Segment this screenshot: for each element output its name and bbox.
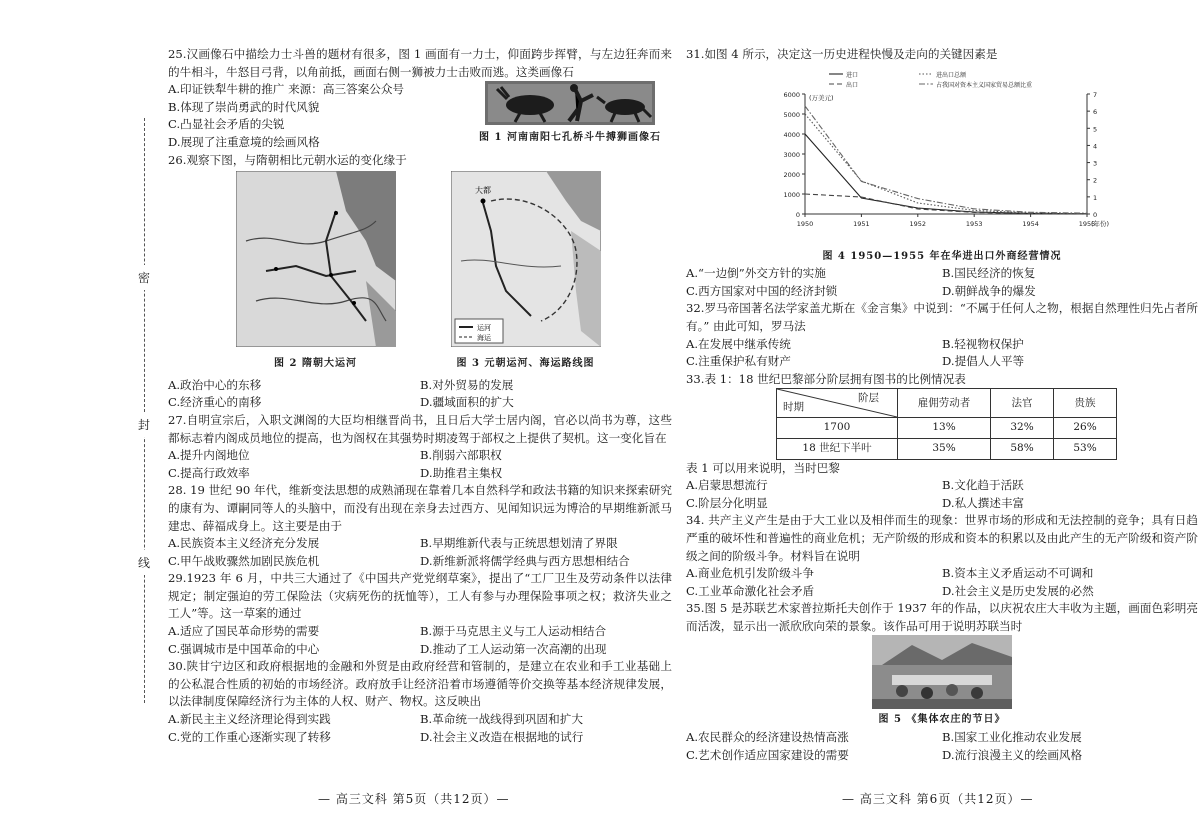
y2-tick-label: 5 [1093,124,1098,133]
table-cell: 58% [991,438,1054,459]
binding-line [144,118,145,703]
option-c: C.经济重心的南移 [168,395,262,410]
option-b: B.源于马克思主义与工人运动相结合 [420,624,607,639]
sui-canal-map [236,171,396,347]
y-tick-label: 5000 [783,110,800,119]
option-b: B.革命统一战线得到巩固和扩大 [420,712,583,727]
option-c: C.凸显社会矛盾的尖锐 [168,117,285,132]
legend-label: 出口 [846,81,859,89]
option-a: A.印证铁犁牛耕的推广 来源：高三答案公众号 [168,82,405,97]
option-c: C.提高行政效率 [168,465,250,480]
option-c: C.西方国家对中国的经济封锁 [686,283,838,298]
option-b: B.体现了崇尚勇武的时代风貌 [168,99,320,114]
figure-1 [468,81,672,151]
x-tick-label: 1953 [965,219,983,228]
option-d: D.私人撰述丰富 [942,495,1025,510]
y-tick-label: 4000 [783,130,800,139]
table-cell: 26% [1054,418,1117,439]
question-stem: 26.观察下图，与隋朝相比元朝水运的变化缘于 [168,152,407,167]
question-25 [168,46,672,152]
option-b: B.削弱六部职权 [420,448,502,463]
binding-label-feng: 封 [137,412,151,437]
option-b: B.轻视物权保护 [942,336,1024,351]
table-header: 法官 [991,389,1054,418]
question-30 [168,658,672,746]
question-stem: 28. 19 世纪 90 年代，维新变法思想的成熟涌现在靠着几本自然科学和政法书籍的知识来探索研究的康有为、谭嗣同等人的头脑中，而没有出现在亲身去过西方、见闻知识远为博洽的早期维新派马建忠、薛福成身上。这主要是由于 [168,483,672,533]
map-label-dadu: 大都 [474,186,491,196]
question-27 [168,412,672,482]
option-c: C.艺术创作适应国家建设的需要 [686,747,849,762]
table-cell-period: 1700 [777,418,898,439]
table-header-row [777,389,1117,418]
table-cell: 32% [991,418,1054,439]
figure-3-caption: 图 3 元朝运河、海运路线图 [456,358,595,370]
question-stem: 32.罗马帝国著名法学家盖尤斯在《金言集》中说到：“不属于任何人之物，根据自然理性归先占者所有。” 由此可知，罗马法 [686,301,1198,333]
page-footer-right: — 高三文科 第6页（共12页）— [842,792,1034,806]
option-c: C.党的工作重心逐渐实现了转移 [168,729,331,744]
option-d: D.流行浪漫主义的绘画风格 [942,747,1083,762]
figure-4-caption: 图 4 1950—1955 年在华进出口外商经营情况 [822,250,1062,262]
question-stem: 29.1923 年 6 月，中共三大通过了《中国共产党党纲草案》，提出了“工厂卫生及劳动条件以法律规定；制定强迫的劳工保险法（灾病死伤的抚恤等），工人有参与办理保险事项之权；救济失业之工人”等。这一草案的通过 [168,571,672,621]
x-axis-label: (年份) [1091,219,1110,228]
option-d: D.社会主义改造在根据地的试行 [420,729,584,744]
series-line [805,134,1087,214]
question-35 [686,600,1198,764]
figure-2-caption: 图 2 隋朝大运河 [274,358,357,370]
question-28 [168,482,672,570]
question-26 [168,152,672,412]
figure-2 [236,171,396,373]
question-33 [686,371,1198,513]
option-c: C.阶层分化明显 [686,495,768,510]
option-c: C.工业革命激化社会矛盾 [686,583,815,598]
table-corner-cell [777,389,898,418]
option-c: C.甲午战败骤然加剧民族危机 [168,553,320,568]
option-d: D.新维新派将儒学经典与西方思想相结合 [420,553,630,568]
option-a: A.商业危机引发阶级斗争 [686,566,814,581]
option-d: D.展现了注重意境的绘画风格 [168,134,320,149]
option-d: D.助推君主集权 [420,465,503,480]
binding-label-xian: 线 [137,550,151,575]
option-a: A.提升内阁地位 [168,448,250,463]
binding-label-mi: 密 [137,265,151,290]
figure-5 [686,635,1198,729]
table-1 [776,388,1117,459]
table-cell: 53% [1054,438,1117,459]
trade-line-chart [747,64,1137,246]
question-stem: 27.自明宣宗后，入职文渊阁的大臣均相继晋尚书，且日后大学士居内阁，官必以尚书为尊，这些都标志着内阁成员地位的提高，也为阁权在其强势时期凌驾于部权之上提供了契机。这一变化旨在 [168,412,672,445]
x-tick-label: 1951 [853,219,870,228]
option-a: A.政治中心的东移 [168,377,262,392]
table-row [777,418,1117,439]
table-row [777,438,1117,459]
y2-tick-label: 7 [1093,90,1098,99]
question-31 [686,46,1198,300]
option-d: D.提倡人人平等 [942,354,1025,369]
figure-1-caption: 图 1 河南南阳七孔桥斗牛搏狮画像石 [479,132,661,144]
x-tick-label: 1952 [909,219,927,228]
figure-5-caption: 图 5 《集体农庄的节日》 [878,714,1006,726]
legend-label: 进口 [846,71,859,79]
table-cell: 35% [898,438,991,459]
option-a: A.新民主主义经济理论得到实践 [168,712,331,727]
option-d: D.推动了工人运动第一次高潮的出现 [420,641,607,656]
y2-tick-label: 0 [1093,210,1098,219]
series-line [805,114,1087,214]
option-a: A.启蒙思想流行 [686,478,768,493]
y-axis-label: (万美元) [809,93,834,102]
question-32 [686,300,1198,370]
x-tick-label: 1955 [1078,219,1096,228]
y2-tick-label: 3 [1093,159,1098,168]
option-d: D.社会主义是历史发展的必然 [942,583,1094,598]
option-a: A.在发展中继承传统 [686,336,791,351]
option-d: D.疆域面积的扩大 [420,395,514,410]
page-footer-left: — 高三文科 第5页（共12页）— [318,792,510,806]
legend-sea-route: 海运 [476,334,491,343]
question-stem: 30.陕甘宁边区和政府根据地的金融和外贸是由政府经营和管制的，是建立在农业和手工业基础上的公私混合性质的初始的市场经济。政府放手让经济沿着市场遵循等价交换等基本经济规律发展，以法律制度保障经济行为主体的人权、财产、物权。这反映出 [168,659,672,709]
y-tick-label: 1000 [783,190,800,199]
y2-tick-label: 6 [1093,107,1098,116]
table-cell-period: 18 世纪下半叶 [777,438,898,459]
legend-label: 占我国对资本主义国家贸易总额比重 [936,81,1033,89]
question-stem: 33.表 1：18 世纪巴黎部分阶层拥有图书的比例情况表 [686,371,966,386]
option-b: B.国民经济的恢复 [942,266,1036,281]
yuan-canal-map [451,171,601,347]
option-a: A.适应了国民革命形势的需要 [168,624,320,639]
figure-3 [451,171,601,373]
corner-label-class: 阶层 [858,392,879,405]
option-a: A.“一边倒”外交方针的实施 [686,266,826,281]
table-header: 雇佣劳动者 [898,389,991,418]
y2-tick-label: 4 [1093,142,1098,151]
option-c: C.强调城市是中国革命的中心 [168,641,320,656]
table-header: 贵族 [1054,389,1117,418]
option-a: A.民族资本主义经济充分发展 [168,536,320,551]
left-column [168,46,672,746]
stone-relief-image [485,81,655,125]
option-a: A.农民群众的经济建设热情高涨 [686,730,849,745]
x-tick-label: 1950 [796,219,814,228]
y2-tick-label: 2 [1093,176,1098,185]
question-34 [686,512,1198,600]
corner-label-period: 时期 [783,400,804,413]
option-c: C.注重保护私有财产 [686,354,791,369]
painting-image [872,635,1012,709]
legend-canal: 运河 [476,324,491,333]
option-b: B.早期维新代表与正统思想划清了界限 [420,536,618,551]
option-b: B.文化趋于活跃 [942,478,1024,493]
y-tick-label: 3000 [783,150,800,159]
series-line [805,106,1087,213]
legend-label: 进出口总额 [936,71,967,79]
y-tick-label: 0 [795,210,800,219]
option-b: B.国家工业化推动农业发展 [942,730,1082,745]
right-column [686,46,1198,764]
question-stem: 31.如图 4 所示，决定这一历史进程快慢及走向的关键因素是 [686,47,998,61]
y-tick-label: 2000 [783,170,800,179]
figure-4 [686,64,1198,266]
question-stem: 25.汉画像石中描绘力士斗兽的题材有很多，图 1 画面有一力士，仰面跨步挥臂，与左边狂奔而来的牛相斗，牛怒目弓背，以角前抵，画面右侧一狮被力士击败而逃。这类画像石 [168,47,672,79]
x-tick-label: 1954 [1022,219,1039,228]
option-b: B.对外贸易的发展 [420,377,514,392]
question-lead: 表 1 可以用来说明，当时巴黎 [686,460,840,475]
question-stem: 35.图 5 是苏联艺术家普拉斯托夫创作于 1937 年的作品，以庆祝农庄大丰收为主题，画面色彩明亮而活泼，显示出一派欣欣向荣的景象。该作品可用于说明苏联当时 [686,601,1198,633]
option-b: B.资本主义矛盾运动不可调和 [942,566,1094,581]
option-d: D.朝鲜战争的爆发 [942,283,1036,298]
question-stem: 34. 共产主义产生是由于大工业以及相伴而生的现象：世界市场的形成和无法控制的竞争；具有日趋严重的破坏性和普遍性的商业危机；无产阶级的形成和资本的积累以及由此产生的无产阶级和资产阶级之间的阶级斗争。材料旨在说明 [686,513,1198,563]
y-tick-label: 6000 [783,90,800,99]
table-cell: 13% [898,418,991,439]
y2-tick-label: 1 [1093,193,1098,202]
question-29 [168,570,672,658]
